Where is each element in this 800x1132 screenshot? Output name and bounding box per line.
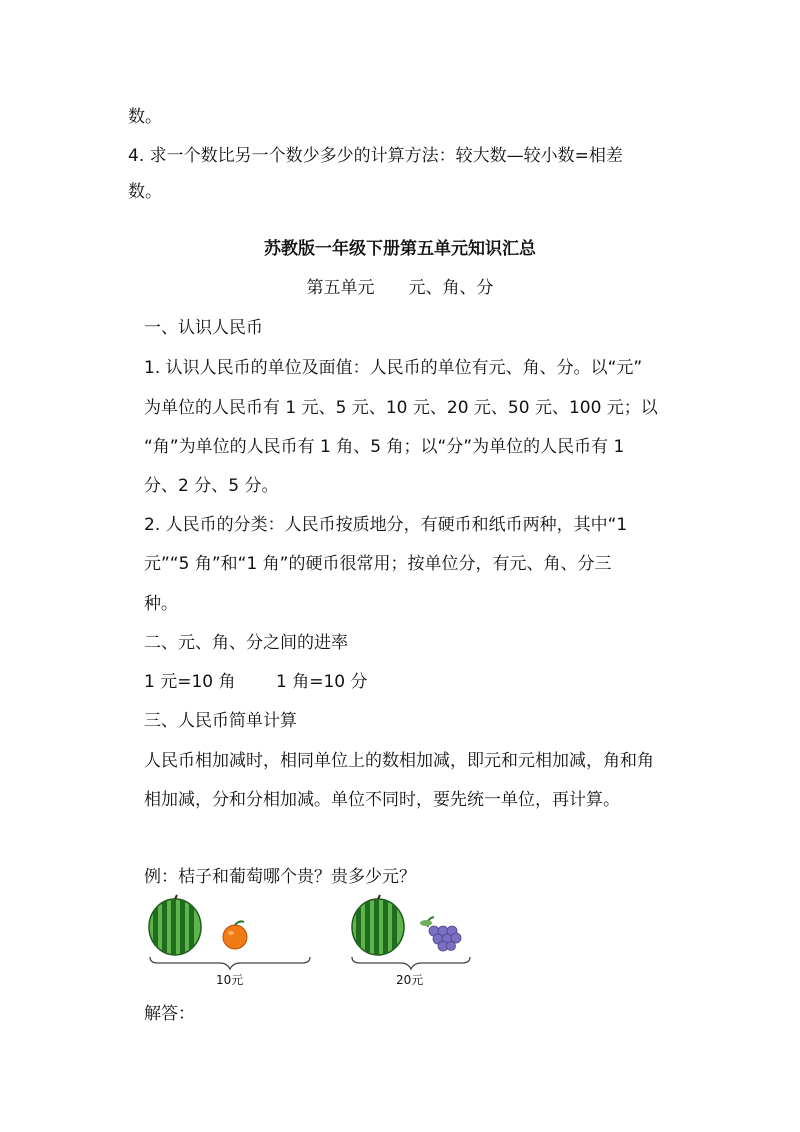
- rate-jiao-fen: 1 角=10 分: [276, 672, 368, 692]
- left-price-label: 10元: [216, 973, 244, 987]
- s1-p2-line: 2. 人民币的分类：人民币按质地分，有硬币和纸币两种，其中“1: [144, 515, 628, 535]
- s1-p1-line: “角”为单位的人民币有 1 角、5 角；以“分”为单位的人民币有 1: [144, 437, 625, 457]
- section-3-heading: 三、人民币简单计算: [144, 711, 297, 731]
- section-1-heading: 一、认识人民币: [144, 318, 263, 338]
- grape-icon: [420, 917, 461, 951]
- s1-p2-line: 种。: [144, 594, 178, 614]
- watermelon-icon: [149, 893, 201, 963]
- s1-p1-line: 1. 认识人民币的单位及面值：人民币的单位有元、角、分。以“元”: [144, 358, 643, 378]
- example-question: 例：桔子和葡萄哪个贵？贵多少元？: [144, 867, 416, 887]
- unit-title: 第五单元 元、角、分: [306, 278, 494, 298]
- rate-yuan-jiao: 1 元=10 角: [144, 672, 236, 692]
- section-2-heading: 二、元、角、分之间的进率: [144, 633, 348, 653]
- watermelon-icon: [352, 893, 404, 963]
- prev-line-3: 数。: [128, 182, 162, 202]
- orange-icon: [223, 921, 247, 949]
- s1-p2-line: 元”“5 角”和“1 角”的硬币很常用；按单位分，有元、角、分三: [144, 554, 612, 574]
- answer-label: 解答：: [144, 1004, 195, 1024]
- example-figure: [140, 893, 480, 993]
- document-title: 苏教版一年级下册第五单元知识汇总: [264, 239, 536, 259]
- right-price-label: 20元: [396, 973, 424, 987]
- s3-p-line: 相加减，分和分相加减。单位不同时，要先统一单位，再计算。: [144, 790, 620, 810]
- right-brace: [352, 957, 470, 969]
- left-brace: [150, 957, 310, 969]
- s1-p1-line: 为单位的人民币有 1 元、5 元、10 元、20 元、50 元、100 元；以: [144, 398, 658, 418]
- fruit-illustration: [140, 893, 480, 993]
- s1-p1-line: 分、2 分、5 分。: [144, 476, 279, 496]
- prev-line-1: 数。: [128, 107, 162, 127]
- prev-line-2: 4. 求一个数比另一个数少多少的计算方法：较大数—较小数=相差: [128, 146, 623, 166]
- s3-p-line: 人民币相加减时，相同单位上的数相加减，即元和元相加减，角和角: [144, 751, 654, 771]
